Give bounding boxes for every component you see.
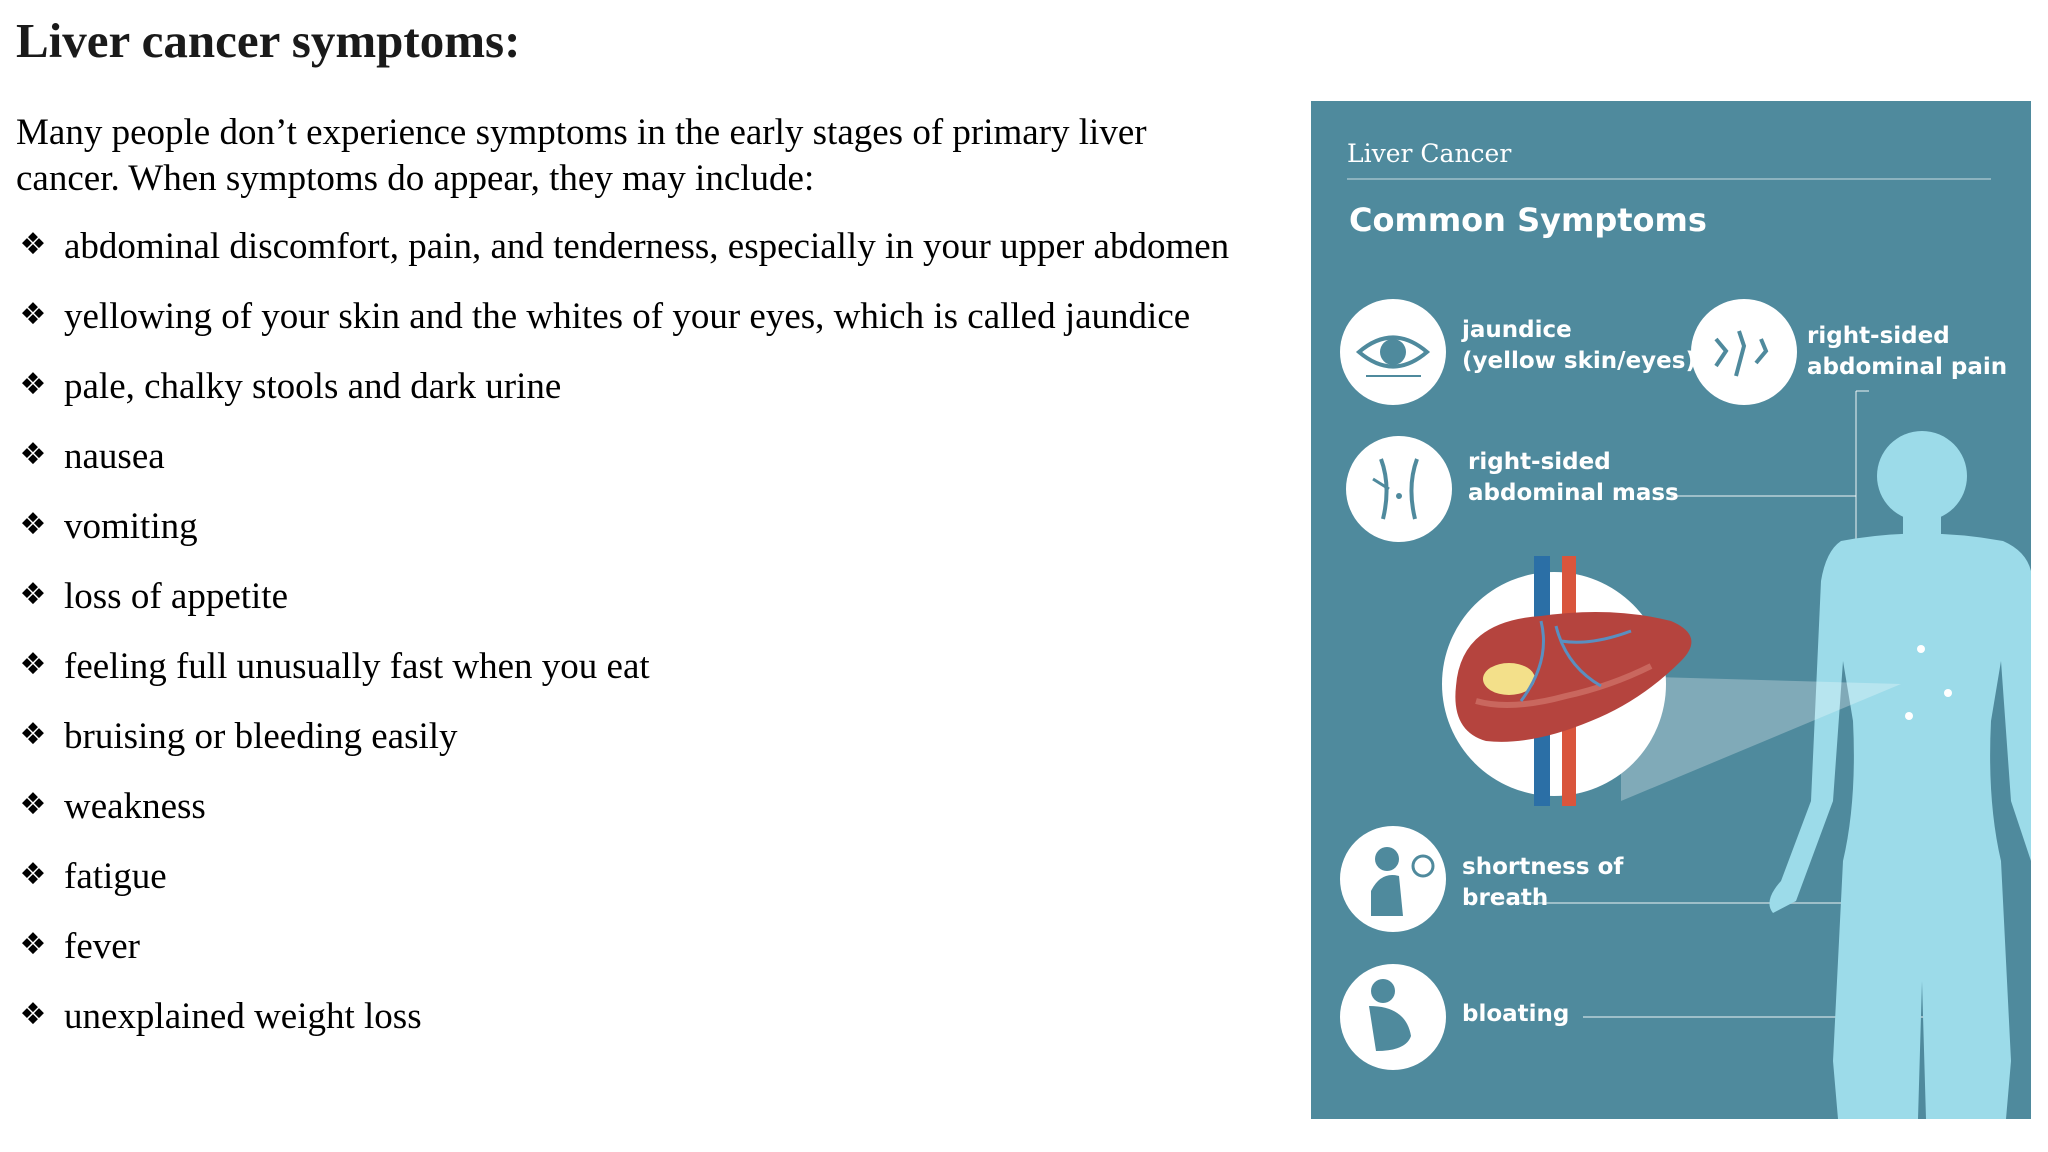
symptom-item — [16, 912, 1296, 982]
symptom-text: weakness — [64, 786, 206, 827]
symptom-text: unexplained weight loss — [64, 996, 422, 1037]
diamond-bullet-icon: ❖ — [19, 927, 47, 962]
diamond-bullet-icon: ❖ — [19, 857, 47, 892]
diamond-bullet-icon: ❖ — [19, 227, 47, 262]
body-marker — [1905, 712, 1913, 720]
bloated-person-icon — [1340, 964, 1446, 1070]
symptom-list — [16, 212, 1296, 1052]
diamond-bullet-icon: ❖ — [19, 997, 47, 1032]
pain-squiggle-icon — [1691, 299, 1797, 405]
symptom-text: abdominal discomfort, pain, and tenderness, especially in your upper abdomen — [64, 226, 1230, 267]
label-abdominal-mass: right-sided abdominal mass — [1468, 449, 1679, 506]
label-abdominal-pain: right-sided abdominal pain — [1807, 323, 2008, 380]
symptom-item — [16, 282, 1296, 352]
diamond-bullet-icon: ❖ — [19, 367, 47, 402]
label-bloating: bloating — [1462, 1001, 1570, 1027]
diamond-bullet-icon: ❖ — [19, 787, 47, 822]
label-jaundice: jaundice (yellow skin/eyes) — [1462, 317, 1696, 374]
symptom-item — [16, 352, 1296, 422]
diamond-bullet-icon: ❖ — [19, 717, 47, 752]
intro-paragraph: Many people don’t experience symptoms in the early stages of primary liver cancer. When symptoms do appear, they may include: — [16, 112, 1147, 199]
coughing-person-icon — [1340, 826, 1446, 932]
liver-cancer-infographic — [1311, 101, 2031, 1119]
symptom-text: yellowing of your skin and the whites of your eyes, which is called jaundice — [64, 296, 1191, 337]
symptom-text: nausea — [64, 436, 165, 477]
page-title: Liver cancer symptoms: — [16, 13, 521, 68]
symptom-text: fever — [64, 926, 140, 967]
body-marker — [1917, 645, 1925, 653]
body-marker — [1944, 689, 1952, 697]
symptom-text: pale, chalky stools and dark urine — [64, 366, 562, 407]
symptom-text: feeling full unusually fast when you eat — [64, 646, 650, 687]
symptom-item — [16, 842, 1296, 912]
infographic-divider — [1347, 178, 1991, 180]
symptom-item — [16, 212, 1296, 282]
eye-icon — [1340, 299, 1446, 405]
symptom-item — [16, 422, 1296, 492]
symptom-item — [16, 982, 1296, 1052]
infographic-heading: Common Symptoms — [1349, 201, 1707, 239]
diamond-bullet-icon: ❖ — [19, 507, 47, 542]
abdomen-icon — [1346, 436, 1452, 542]
infographic-brand: Liver Cancer — [1347, 139, 1512, 168]
symptom-text: loss of appetite — [64, 576, 289, 617]
symptom-text: fatigue — [64, 856, 167, 897]
diamond-bullet-icon: ❖ — [19, 647, 47, 682]
diamond-bullet-icon: ❖ — [19, 577, 47, 612]
symptom-item — [16, 492, 1296, 562]
diamond-bullet-icon: ❖ — [19, 297, 47, 332]
human-body-silhouette — [1769, 431, 2031, 1119]
symptom-item — [16, 772, 1296, 842]
infographic-artwork — [1311, 101, 2031, 1119]
symptom-item — [16, 702, 1296, 772]
symptom-text: bruising or bleeding easily — [64, 716, 458, 757]
symptom-item — [16, 632, 1296, 702]
symptom-item — [16, 562, 1296, 632]
diamond-bullet-icon: ❖ — [19, 437, 47, 472]
symptom-text: vomiting — [64, 506, 198, 547]
label-shortness-of-breath: shortness of breath — [1462, 854, 1624, 911]
